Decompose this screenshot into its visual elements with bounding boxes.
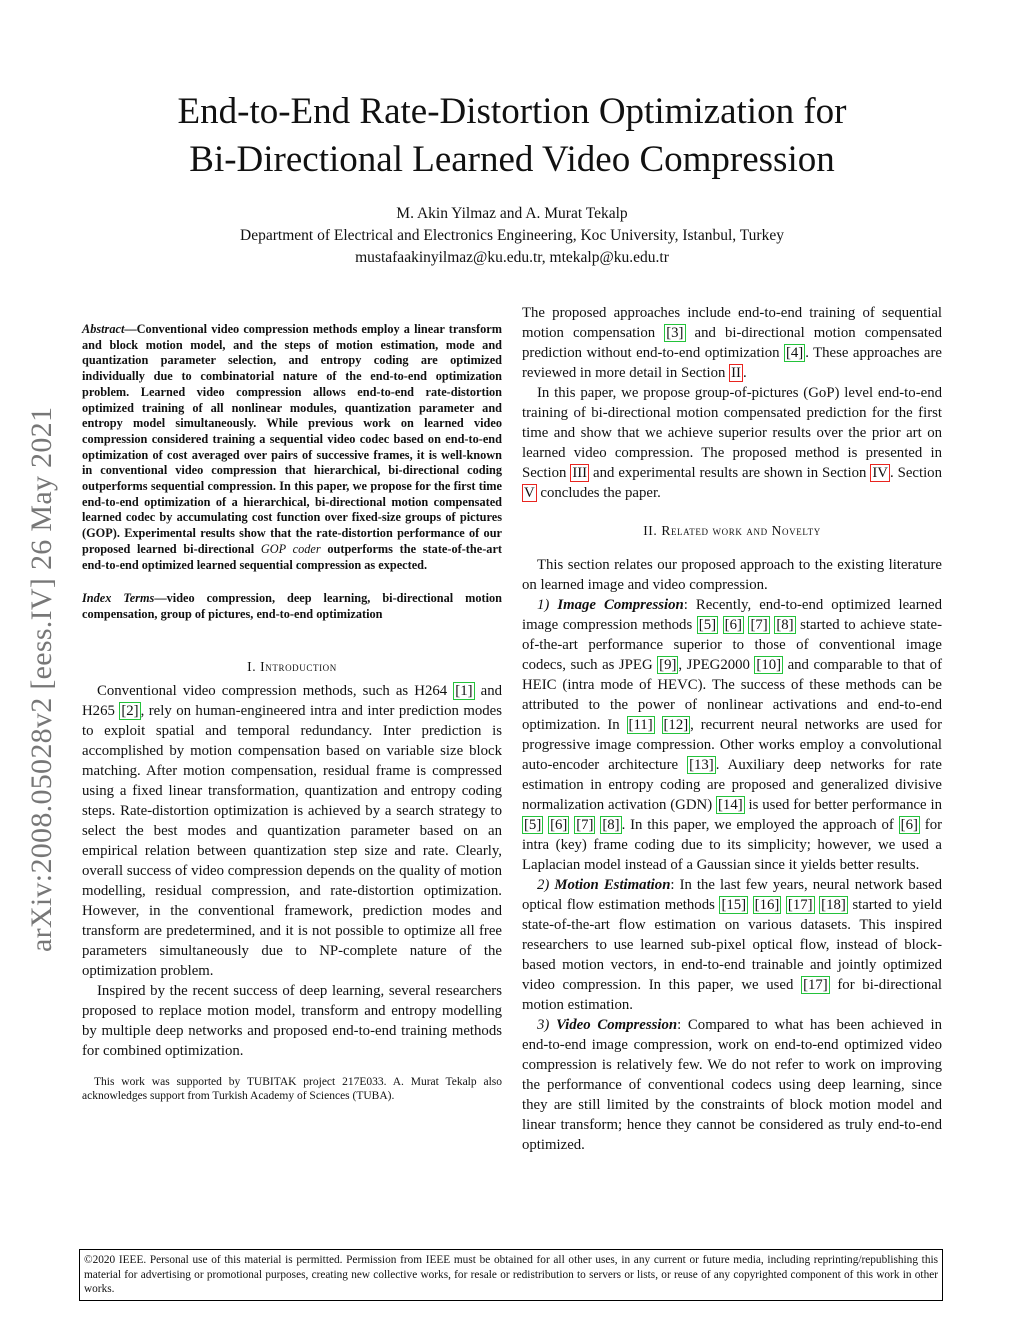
section-number: I. xyxy=(247,658,261,674)
authors: M. Akin Yilmaz and A. Murat Tekalp xyxy=(396,205,628,222)
copyright-notice: ©2020 IEEE. Personal use of this material is permitted. Permission from IEEE must be obtained for all other uses, in any current or future media, including reprinting/republishing this material for advertising or promotional purposes, creating new collective works, for resale or redistribution to servers or lists, or reuse of any copyrighted component of this work in other works. xyxy=(79,1249,943,1301)
intro-paragraph-1: Conventional video compression methods, such as H264 [1] and H265 [2] , rely on human-engineered intra and inter prediction modes to exploit spatial and temporal redundancy. Inter prediction is accomplished by motion compensation based on variable size block matching. After motion compensation, residual frame is compressed using a fixed linear transformation, quantization and entropy coding steps. Rate-distortion optimization is achieved by a search strategy to select the best modes and quantization parameter based on an empirical relation between quantization step size and rate. Clearly, overall success of video compression depends on the quality of motion modelling, residual compression, and rate-distortion optimization. However, in the conventional framework, prediction modes and transform are predetermined, and it is not possible to optimize all free parameters simultaneously due to NP-complete nature of the optimization problem. xyxy=(82,682,502,979)
intro-paragraph-2: Inspired by the recent success of deep learning, several researchers proposed to replace motion model, transform and entropy modelling by multiple deep networks and proposed end-to-end training methods for combined optimization. xyxy=(82,982,502,1059)
abstract-body-2: outperforms the state-of-the-art end-to-end optimized learned sequential compression as expected. xyxy=(82,541,502,572)
paper-title xyxy=(0,88,1024,184)
citation-link[interactable]: [12] xyxy=(663,717,689,733)
citation-link[interactable]: [8] xyxy=(602,817,620,833)
section-number: II. xyxy=(643,523,662,538)
citation-link[interactable]: [14] xyxy=(718,797,743,813)
section-heading-2 xyxy=(522,521,942,541)
section-ref-link[interactable]: V xyxy=(524,485,535,501)
abstract-lead: Abstract xyxy=(82,322,125,336)
right-paragraph-2: In this paper, we propose group-of-pictures (GoP) level end-to-end training of bi-directional motion compensated prediction for the first time and show that we achieve superior results over the prior art on learned video compression. The proposed method is presented in Section III and experimental results are shown in Section IV . Section V concludes the paper. xyxy=(522,385,942,501)
index-terms-body: —video compression, deep learning, bi-directional motion compensation, group of pictures, end-to-end optimization xyxy=(82,591,502,621)
citation-link[interactable]: [8] xyxy=(776,617,794,633)
citation-link[interactable]: [10] xyxy=(756,657,782,673)
citation-link[interactable]: [11] xyxy=(628,717,653,733)
citation-link[interactable]: [5] xyxy=(698,617,717,633)
title-line-1: End-to-End Rate-Distortion Optimization for xyxy=(177,91,847,132)
citation-link[interactable]: [4] xyxy=(785,345,804,361)
citation-link[interactable]: [5] xyxy=(524,817,542,833)
section-title: Related work and Novelty xyxy=(661,523,821,538)
citation-link[interactable]: [9] xyxy=(659,657,677,673)
subsection-motion-estimation: 2) Motion Estimation: In the last few years, neural network based optical flow estimation methods [15] [16] [17] [18] started to yield state-of-the-art flow estimation on various datasets. This inspired researchers to use learned sub-pixel optical flow, instead of block-based motion vectors, in end-to-end trainable and jointly optimized video compression. In this paper, we used [17] for bi-directional motion estimation. xyxy=(522,877,943,1013)
section-ref-link[interactable]: II xyxy=(731,365,741,381)
right-column xyxy=(522,303,942,1155)
right-paragraph-1: The proposed approaches include end-to-end training of sequential motion compensation [3] and bi-directional motion compensated prediction without end-to-end optimization [4] . These approaches are reviewed in more detail in Section II . xyxy=(522,305,942,381)
emails: mustafaakinyilmaz@ku.edu.tr, mtekalp@ku.edu.tr xyxy=(355,249,669,266)
citation-link[interactable]: [17] xyxy=(803,977,828,993)
citation-link[interactable]: [1] xyxy=(455,682,473,699)
index-terms xyxy=(82,591,502,622)
abstract-italic: GOP coder xyxy=(260,541,321,556)
citation-link[interactable]: [2] xyxy=(121,702,139,719)
subsection-title: Image Compression xyxy=(557,597,684,613)
section-title: Introduction xyxy=(260,658,337,674)
subsection-title: Motion Estimation xyxy=(554,877,671,893)
section-heading-1 xyxy=(82,659,502,675)
citation-link[interactable]: [16] xyxy=(754,897,780,913)
section-ref-link[interactable]: III xyxy=(572,465,588,481)
footnote: This work was supported by TUBITAK project 217E033. A. Murat Tekalp also acknowledges support from Turkish Academy of Sciences (TUBA). xyxy=(82,1075,502,1103)
citation-link[interactable]: [13] xyxy=(689,757,714,773)
left-column xyxy=(82,322,502,1104)
citation-link[interactable]: [17] xyxy=(787,897,813,913)
affiliation: Department of Electrical and Electronics Engineering, Koc University, Istanbul, Turkey xyxy=(240,227,784,244)
citation-link[interactable]: [6] xyxy=(724,617,742,633)
index-terms-lead: Index Terms xyxy=(82,591,155,606)
citation-link[interactable]: [7] xyxy=(576,817,594,833)
subsection-image-compression: 1) Image Compression: Recently, end-to-end optimized learned image compression methods [5] [6] [7] [8] started to achieve state-of-the-art performance superior to those of conventional image codecs, such as JPEG [9] , JPEG2000 [10] and comparable to that of HEIC (intra mode of HEVC). The success of these methods can be attributed to the power of nonlinear activations and end-to-end optimization. In [11] [12] , recurrent neural networks are used for progressive image compression. Other works employ a convolutional auto-encoder architecture [13] . Auxiliary deep networks for rate estimation in entropy coding are proposed and generalized divisive normalization activation (GDN) [14] is used for better performance in [5] [6] [7] [8] . In this paper, we employed the approach of [6] for intra (key) frame coding due to its simplicity; however, we used a Laplacian model instead of a Gaussian since it yields better results. xyxy=(522,597,943,873)
arxiv-stamp: arXiv:2008.05028v2 [eess.IV] 26 May 2021 xyxy=(25,406,58,952)
title-line-2: Bi-Directional Learned Video Compression xyxy=(189,139,835,180)
section1-body xyxy=(82,681,502,1061)
citation-link[interactable]: [3] xyxy=(666,325,684,341)
abstract xyxy=(82,322,502,573)
subsection-title: Video Compression xyxy=(556,1017,678,1033)
subsection-video-compression: 3) Video Compression: Compared to what has been achieved in end-to-end image compression, work on end-to-end optimized video compression is relatively few. We do not refer to work on improving the performance of conventional codecs using deep learning, since they are still limited by the constraints of block motion model and linear transform; hence they cannot be considered as truly end-to-end optimized. xyxy=(522,1017,942,1153)
section-ref-link[interactable]: IV xyxy=(872,465,888,481)
citation-link[interactable]: [6] xyxy=(550,817,568,833)
citation-link[interactable]: [15] xyxy=(721,897,747,913)
citation-link[interactable]: [18] xyxy=(821,897,846,913)
related-intro: This section relates our proposed approach to the existing literature on learned image and video compression. xyxy=(522,557,942,593)
citation-link[interactable]: [6] xyxy=(900,817,918,833)
abstract-body-1: —Conventional video compression methods employ a linear transform and block motion model, and the steps of motion estimation, mode and quantization parameter selection, and entropy coding are optimized individually due to combinatorial nature of the end-to-end optimization problem. Learned video compression allows end-to-end rate-distortion optimized training of all nonlinear modules, quantization parameter and entropy model simultaneously. While previous work on learned video compression considered training a sequential video codec based on end-to-end optimization of cost averaged over pairs of successive frames, it is well-known in conventional video compression that hierarchical, bi-directional coding outperforms sequential compression. In this paper, we propose for the first time end-to-end optimization of a hierarchical, bi-directional motion compensated learned codec by accumulating cost function over fixed-size groups of pictures (GOP). Experimental results show that the rate-distortion performance of our proposed learned bi-directional xyxy=(82,322,502,556)
citation-link[interactable]: [7] xyxy=(750,617,768,633)
